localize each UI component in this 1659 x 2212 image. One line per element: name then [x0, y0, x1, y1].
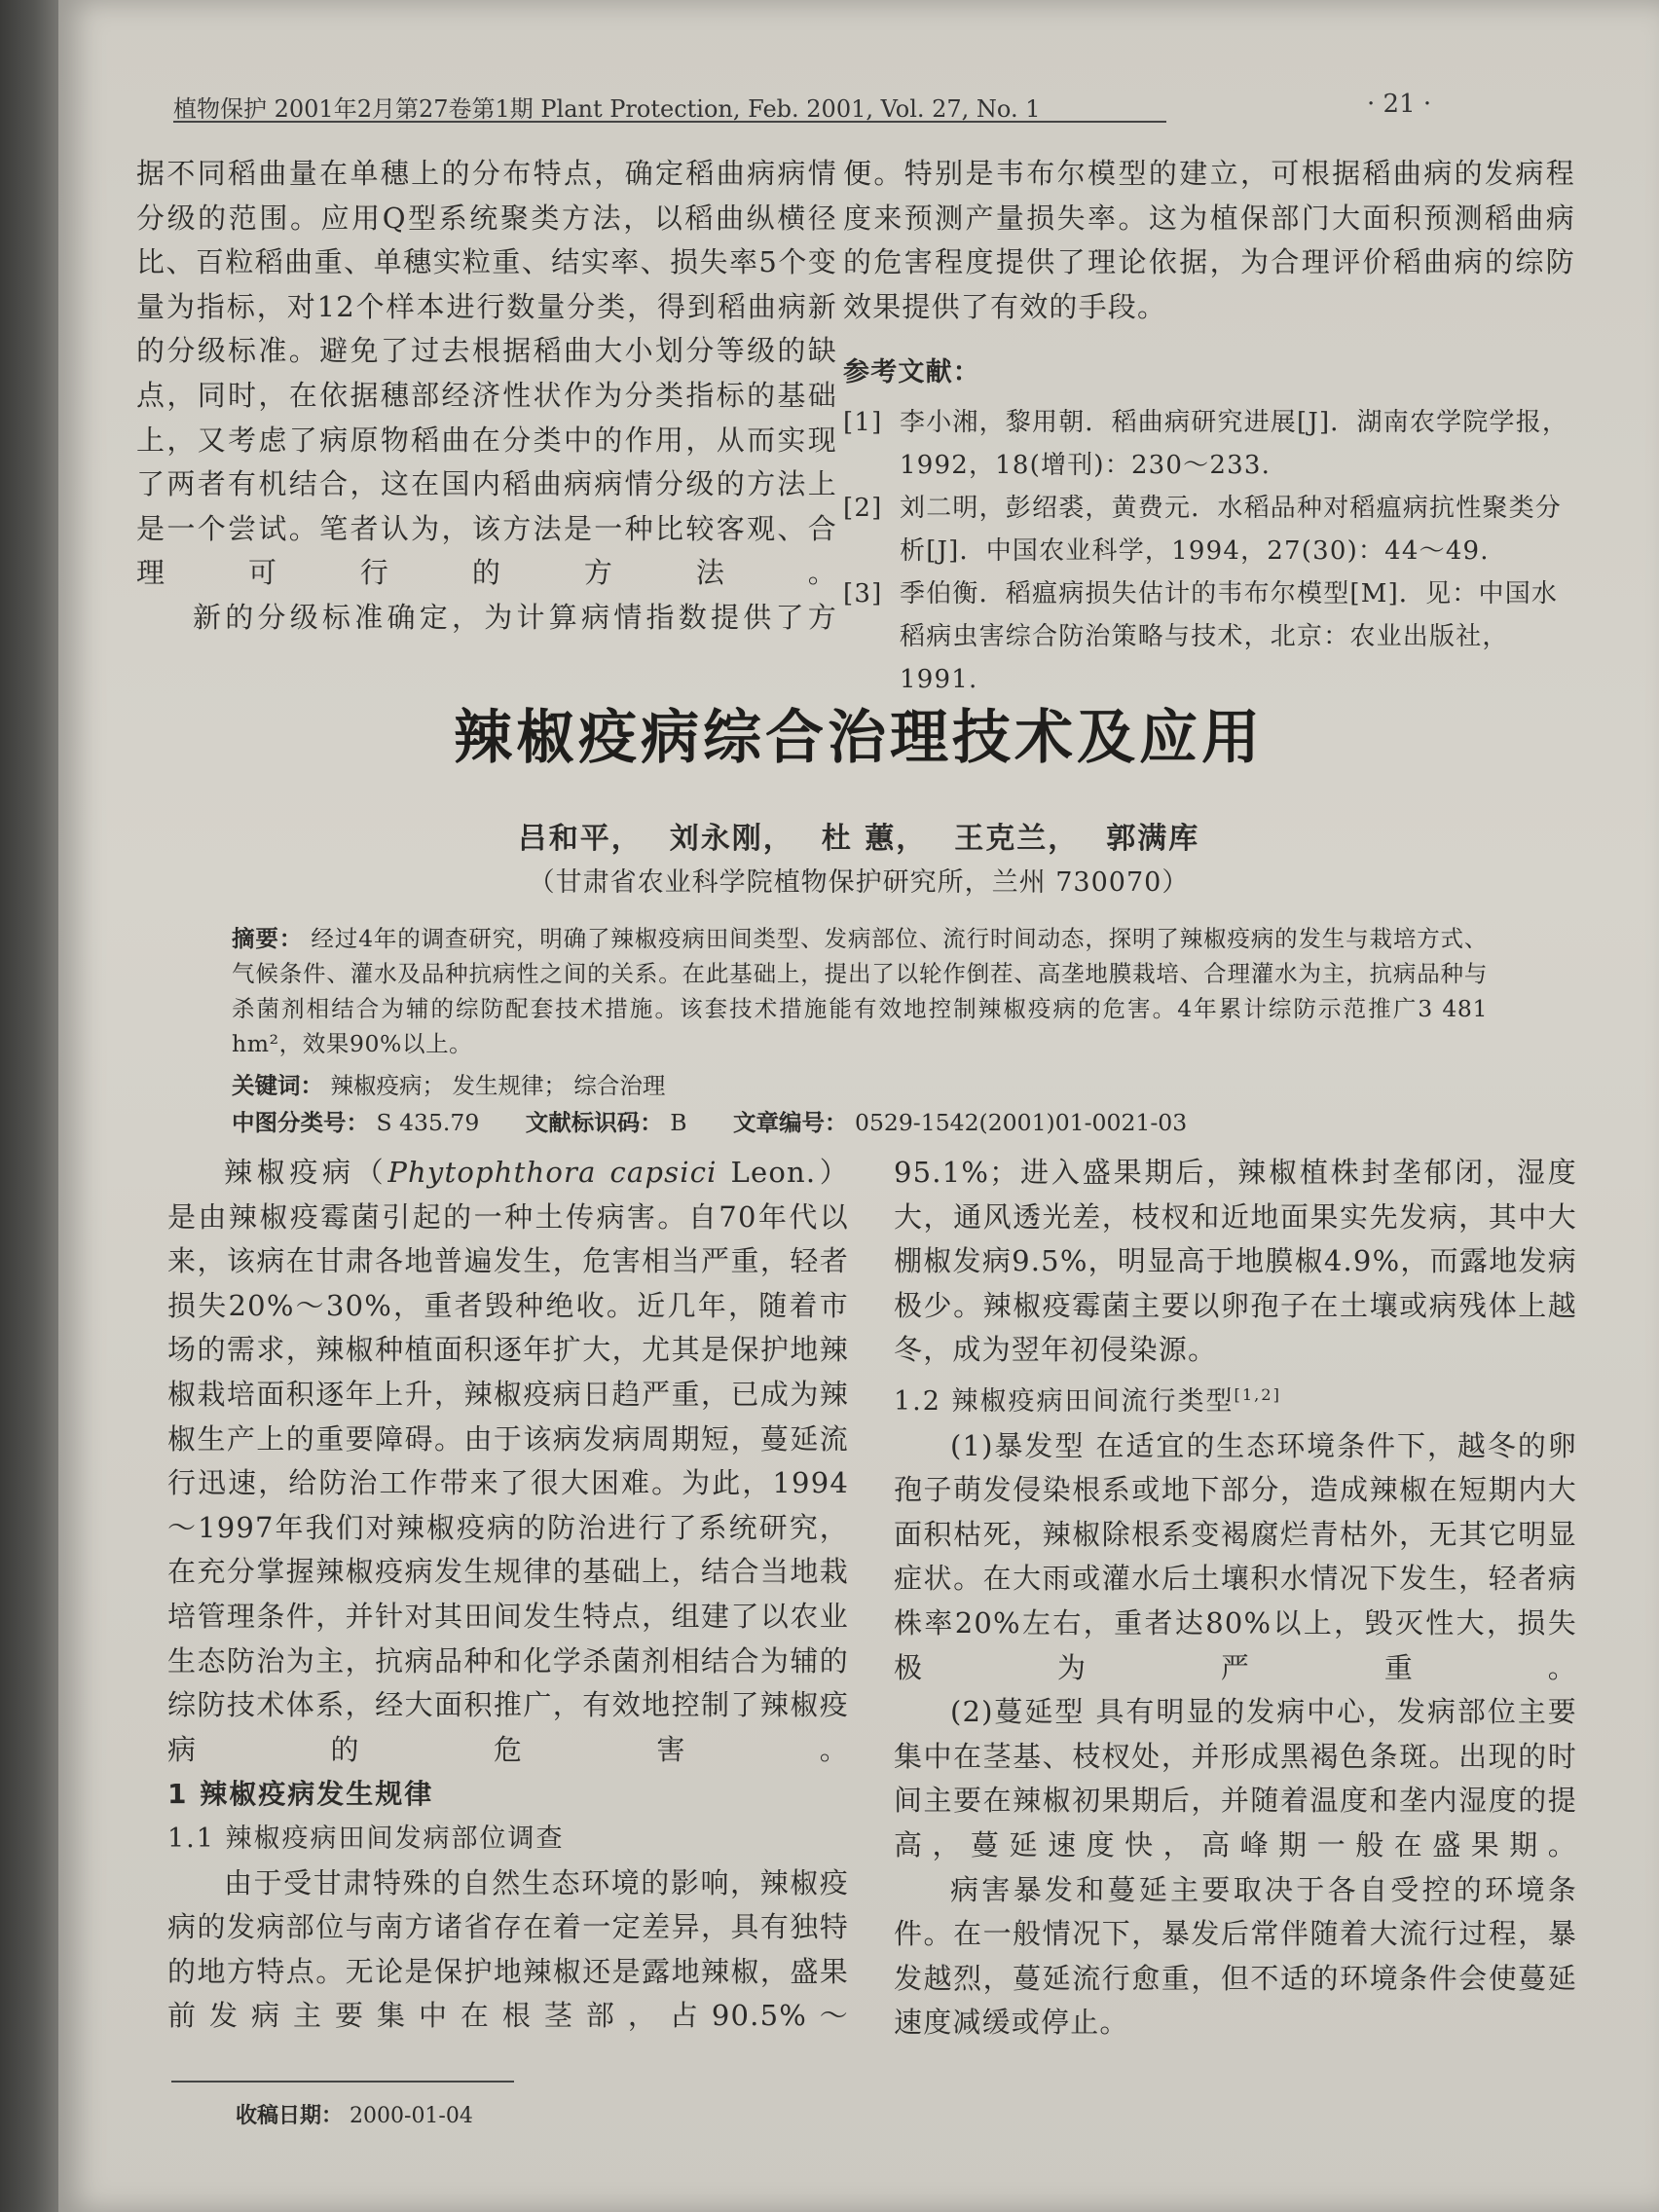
- intro-text-start: 辣椒疫病（: [224, 1156, 388, 1189]
- latin-name: Phytophthora capsici: [387, 1156, 718, 1189]
- section-heading: 1 辣椒疫病发生规律: [167, 1778, 434, 1811]
- doc-code-label: 文献标识码：: [525, 1109, 663, 1136]
- reference-item: [843, 572, 1575, 701]
- intro-text: Leon.）是由辣椒疫霉菌引起的一种土传病害。自70年代以来，该病在甘肃各地普遍发生，危害相当严重，轻者损失20%～30%，重者毁种绝收。近几年，随着市场的需求，辣椒种植面积逐年扩大，尤其是保护地辣椒栽培面积逐年上升，辣椒疫病日趋严重，已成为辣椒生产上的重要障碍。由于该病发病周期短，蔓延流行迅速，给防治工作带来了很大困难。为此，1994～1997年我们对辣椒疫病的防治进行了系统研究，在充分掌握辣椒疫病发生规律的基础上，结合当地栽培管理条件，并针对其田间发生特点，组建了以农业生态防治为主，抗病品种和化学杀菌剂相结合为辅的综防技术体系，经大面积推广，有效地控制了辣椒疫病的危害。: [167, 1156, 849, 1766]
- keywords-row: [232, 1067, 1517, 1104]
- body-paragraph: 病害暴发和蔓延主要取决于各自受控的环境条件。在一般情况下，暴发后常伴随着大流行过程，暴发越烈，蔓延流行愈重，但不适的环境条件会使蔓延速度减缓或停止。: [894, 1872, 1577, 2040]
- article-left-column: [167, 1151, 849, 2039]
- author-name: 杜 蕙，: [821, 822, 928, 856]
- prev-article-paragraph: 便。特别是韦布尔模型的建立，可根据稻曲病的发病程度来预测产量损失率。这为植保部门大面积预测稻曲病的危害程度提供了理论依据，为合理评价稻曲病的综防效果提供了有效的手段。: [843, 157, 1575, 323]
- body-paragraph: 95.1%；进入盛果期后，辣椒植株封垄郁闭，湿度大，通风透光差，枝杈和近地面果实先发病，其中大棚椒发病9.5%，明显高于地膜椒4.9%，而露地发病极少。辣椒疫霉菌主要以卵孢子在土壤或病残体上越冬，成为翌年初侵染源。: [894, 1156, 1577, 1367]
- author-name: 刘永刚，: [669, 822, 794, 856]
- author-name: 王克兰，: [954, 822, 1080, 856]
- body-paragraph: (1)暴发型 在适宜的生态环境条件下，越冬的卵孢子萌发侵染根系或地下部分，造成辣椒在短期内大面积枯死，辣椒除根系变褐腐烂青枯外，无其它明显症状。在大雨或灌水后土壤积水情况下发生，轻者病株率20%左右，重者达80%以上，毁灭性大，损失极为严重。: [894, 1428, 1577, 1684]
- body-paragraph: (2)蔓延型 具有明显的发病中心，发病部位主要集中在茎基、枝杈处，并形成黑褐色条斑。出现的时间主要在辣椒初果期后，并随着温度和垄内湿度的提高，蔓延速度快，高峰期一般在盛果期。: [894, 1695, 1577, 1862]
- subsection-heading: 1.1 辣椒疫病田间发病部位调查: [167, 1823, 565, 1854]
- footnote: [236, 2099, 473, 2129]
- footnote-rule: [171, 2081, 514, 2083]
- clc-value: S 435.79: [376, 1109, 480, 1136]
- author-name: 郭满库: [1106, 822, 1200, 856]
- article-no-value: 0529-1542(2001)01-0021-03: [855, 1109, 1188, 1136]
- prev-article-paragraph: 据不同稻曲量在单穗上的分布特点，确定稻曲病病情分级的范围。应用Q型系统聚类方法，以稻曲纵横径比、百粒稻曲重、单穗实粒重、结实率、损失率5个变量为指标，对12个样本进行数量分类，得到稻曲病新的分级标准。避免了过去根据稻曲大小划分等级的缺点，同时，在依据穗部经济性状作为分类指标的基础上，又考虑了病原物稻曲在分类中的作用，从而实现了两者有机结合，这在国内稻曲病病情分级的方法上是一个尝试。笔者认为，该方法是一种比较客观、合理可行的方法。: [136, 157, 837, 590]
- subsection-title: 1.2 辣椒疫病田间流行类型: [894, 1385, 1235, 1417]
- article-right-column: [894, 1151, 1577, 2046]
- article-title: 辣椒疫病综合治理技术及应用: [454, 704, 1264, 772]
- abstract-label: 摘要：: [232, 925, 304, 952]
- abstract-text: 经过4年的调查研究，明确了辣椒疫病田间类型、发病部位、流行时间动态，探明了辣椒疫病的发生与栽培方式、气候条件、灌水及品种抗病性之间的关系。在此基础上，提出了以轮作倒茬、高垄地膜栽培、合理灌水为主，抗病品种与杀菌剂相结合为辅的综防配套技术措施。该套技术措施能有效地控制辣椒疫病的危害。4年累计综防示范推广3 481 hm²，效果90%以上。: [232, 925, 1488, 1057]
- reference-text: 刘二明，彭绍裘，黄费元．水稻品种对稻瘟病抗性聚类分析[J]．中国农业科学，1994，27(30)：44～49.: [900, 493, 1563, 566]
- article-metadata: [232, 1067, 1517, 1141]
- author-name: 吕和平，: [517, 822, 643, 856]
- doc-code-value: B: [670, 1109, 687, 1136]
- references-heading: 参考文献：: [843, 357, 980, 388]
- abstract: [232, 921, 1488, 1061]
- classification-row: [232, 1104, 1517, 1141]
- subsection-heading: [894, 1373, 1577, 1424]
- reference-number: [2]: [843, 493, 883, 523]
- keywords-label: 关键词：: [232, 1072, 323, 1099]
- page-number: · 21 ·: [1367, 90, 1432, 119]
- author-list: [58, 814, 1659, 857]
- reference-item: [843, 487, 1575, 572]
- reference-text: 季伯衡．稻瘟病损失估计的韦布尔模型[M]．见：中国水稻病虫害综合防治策略与技术，北京：农业出版社，1991.: [900, 578, 1559, 694]
- running-head-rule: [173, 121, 1166, 123]
- reference-item: [843, 401, 1575, 487]
- reference-text: 李小湘，黎用朝．稻曲病研究进展[J]．湖南农学院学报，1992，18(增刊)：230～233.: [900, 407, 1569, 480]
- reference-number: [3]: [843, 578, 883, 608]
- intro-paragraph: [167, 1151, 849, 1772]
- citation-superscript: [1,2]: [1234, 1384, 1281, 1404]
- clc-label: 中图分类号：: [232, 1109, 369, 1136]
- received-date-label: 收稿日期：: [236, 2104, 344, 2128]
- received-date-value: 2000-01-04: [350, 2104, 473, 2128]
- article-no-label: 文章编号：: [733, 1109, 848, 1136]
- reference-number: [1]: [843, 407, 883, 437]
- running-head: 植物保护 2001年2月第27卷第1期 Plant Protection, Feb. 2001, Vol. 27, No. 1: [173, 95, 1041, 123]
- prev-article-left-column: [136, 152, 837, 641]
- body-paragraph: 由于受甘肃特殊的自然生态环境的影响，辣椒疫病的发病部位与南方诸省存在着一定差异，具有独特的地方特点。无论是保护地辣椒还是露地辣椒，盛果前发病主要集中在根茎部，占90.5%～: [167, 1865, 849, 2033]
- keywords-value: 辣椒疫病； 发生规律； 综合治理: [330, 1072, 666, 1099]
- prev-article-paragraph: 新的分级标准确定，为计算病情指数提供了方: [193, 600, 837, 634]
- prev-article-right-column: [843, 152, 1575, 701]
- affiliation: （甘肃省农业科学院植物保护研究所，兰州 730070）: [528, 867, 1190, 898]
